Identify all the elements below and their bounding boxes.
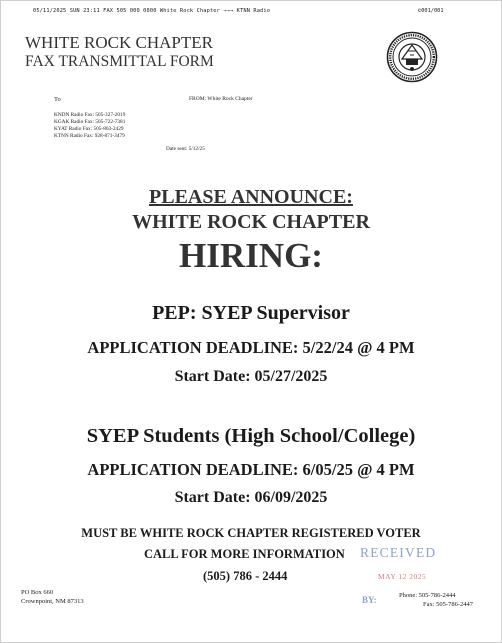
form-title-line1: WHITE ROCK CHAPTER <box>25 33 213 52</box>
received-stamp: RECEIVED <box>360 545 437 560</box>
hiring-heading: HIRING: <box>179 236 323 275</box>
footer-phone: Phone: 505-786-2444 <box>399 592 456 599</box>
announcement-chapter: WHITE ROCK CHAPTER <box>132 211 370 233</box>
position-1-deadline: APPLICATION DEADLINE: 5/22/24 @ 4 PM <box>87 338 415 357</box>
fax-header: 05/11/2025 SUN 23:11 FAX 505 000 0000 White Rock Chapter →→→ KTNN Radio <box>33 8 271 14</box>
position-1-title: PEP: SYEP Supervisor <box>152 302 350 324</box>
form-title-line2: FAX TRANSMITTAL FORM <box>25 53 214 70</box>
received-stamp-by: BY: <box>362 595 377 605</box>
contact-phone: (505) 786 - 2444 <box>203 569 288 583</box>
position-2-title: SYEP Students (High School/College) <box>86 425 416 447</box>
chapter-seal-icon <box>386 31 438 83</box>
address-line-2: Crownpoint, NM 87313 <box>21 598 84 605</box>
date-sent: Date sent: 5/12/25 <box>166 146 205 152</box>
voter-requirement: MUST BE WHITE ROCK CHAPTER REGISTERED VOTER <box>81 526 421 540</box>
fax-page-count: ©001/001 <box>418 8 444 14</box>
call-for-info: CALL FOR MORE INFORMATION <box>144 547 345 561</box>
position-1-start: Start Date: 05/27/2025 <box>174 368 328 385</box>
position-2-start: Start Date: 06/09/2025 <box>174 489 328 506</box>
position-2-deadline: APPLICATION DEADLINE: 6/05/25 @ 4 PM <box>87 460 415 479</box>
to-label: To <box>54 96 61 103</box>
recipient-2: KGAK Radio Fax: 505-722-7381 <box>54 119 126 125</box>
address-line-1: PO Box 660 <box>21 589 54 596</box>
recipient-4: KTNN Radio Fax: 928-871-3479 <box>54 133 125 139</box>
recipient-3: KYAT Radio Fax: 505-863-2429 <box>54 126 124 132</box>
please-announce: PLEASE ANNOUNCE: <box>149 186 353 208</box>
received-stamp-date: MAY 12 2025 <box>378 572 427 581</box>
recipient-1: KNDN Radio Fax: 505-327-2019 <box>54 112 126 118</box>
footer-fax: Fax: 505-786-2447 <box>423 601 474 608</box>
from-label: FROM: White Rock Chapter <box>189 96 253 102</box>
